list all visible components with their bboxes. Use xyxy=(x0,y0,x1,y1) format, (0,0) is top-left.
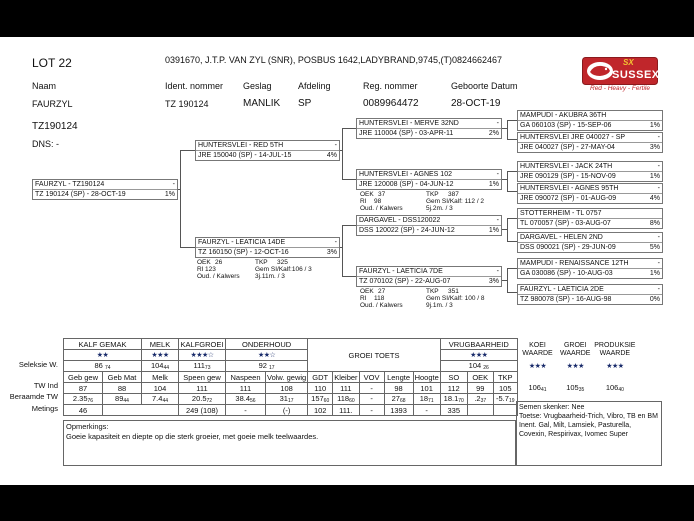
pedigree-sire-dam: HUNTERSVLEI - AGNES 102 - JRE 120008 (SP) - 04-JUN-12 1% xyxy=(356,169,502,190)
metings-cell: 102 xyxy=(308,405,333,416)
semen-donor: Semen skenker: Nee xyxy=(519,404,585,411)
metings-cell: (-) xyxy=(266,405,308,416)
sel-onderhoud: 92 $_{17}$ xyxy=(226,361,308,372)
btw-cell: $2.35_{76}$ xyxy=(64,394,103,405)
pedigree-sire: HUNTERSVLEI - RED 5TH - JRE 150040 (SP) - 14-JUL-15 4% xyxy=(195,140,340,161)
col-header: TKP xyxy=(493,372,517,383)
btw-cell: $89_{44}$ xyxy=(103,394,142,405)
tw-waarde-cell: $105_{35}$ xyxy=(566,383,585,393)
col-header: Melk xyxy=(142,372,179,383)
pedigree-gg2: HUNTERSVLEI JRE 040027 - SP - JRE 040027 (SP) - 27-MAY-04 3% xyxy=(517,132,663,153)
pedigree-gg8: FAURZYL - LAETICIA 2DE - TZ 980078 (SP) - 16-AUG-98 0% xyxy=(517,284,663,305)
tw-cell: 99 xyxy=(467,383,493,394)
btw-cell: $7.4_{44}$ xyxy=(142,394,179,405)
vaccinations: Inent. Gal, Milt, Lamsiek, Pasturella, Covexin, Respirivax, Ivomec Super xyxy=(519,422,632,438)
btw-cell: $18.1_{70}$ xyxy=(440,394,467,405)
col-header: Hoogte xyxy=(414,372,439,382)
tests: Toetse: Vrugbaarheid-Trich, Vibro, TB en BM xyxy=(519,413,658,420)
header-ident: Ident. nommer xyxy=(165,81,224,91)
col-header: VOV xyxy=(359,372,384,383)
pedigree-gg6: DARGAVEL - HELEN 2ND - DSS 090021 (SP) - 29-JUN-09 5% xyxy=(517,232,663,253)
label-selection: Seleksie W. xyxy=(18,360,58,369)
col-header: Geb Mat xyxy=(103,372,142,383)
metings-cell xyxy=(493,405,517,416)
tw-cell: 111 xyxy=(179,383,226,394)
sel-melk: $104_{44}$ xyxy=(142,361,179,372)
tw-cell: 111 xyxy=(333,383,359,394)
animal-dob: 28-OCT-19 xyxy=(451,98,501,109)
tw-cell: 104 xyxy=(142,383,179,394)
metings-cell: 335 xyxy=(440,405,467,416)
stars-prod: ★★★ xyxy=(606,363,624,370)
stars-kalfgroei: ★★★☆ xyxy=(179,350,226,361)
tw-cell: 101 xyxy=(413,383,440,394)
tw-cell: 105 xyxy=(493,383,517,394)
header-sex: Geslag xyxy=(243,81,272,91)
btw-cell: $.2_{37}$ xyxy=(467,394,493,405)
tw-cell: 88 xyxy=(103,383,142,394)
group-koei: KOEI WAARDE xyxy=(522,341,553,357)
dam-extra: OEK 26 TKP 325 RI 123 Gem SI/Kalf:106 / 3 Oud. / Kalwers 3j.11m. / 3 xyxy=(197,259,312,280)
tw-waarde-cell: $106_{41}$ xyxy=(528,383,547,393)
row-tw xyxy=(64,383,637,394)
tw-cell: 98 xyxy=(384,383,413,394)
pedigree-gg5: STOTTERHEIM - TL 0757 TL 070057 (SP) - 03-AUG-07 8% xyxy=(517,208,663,229)
header-name: Naam xyxy=(32,81,57,91)
metings-cell xyxy=(103,405,179,416)
col-header: OEK xyxy=(467,372,493,383)
col-header: Speen gew xyxy=(179,372,226,383)
col-header: Kleiber xyxy=(334,372,358,382)
breeder-info: 0391670, J.T.P. VAN ZYL (SNR), POSBUS 1642,LADYBRAND,9745,(T)0824662467 xyxy=(165,55,503,65)
tw-cell: 110 xyxy=(308,383,333,394)
btw-cell: $18_{71}$ xyxy=(413,394,440,405)
pedigree-gg4: HUNTERSVLEI - AGNES 95TH - JRE 090072 (SP) - 01-AUG-09 4% xyxy=(517,183,663,204)
btw-cell: - xyxy=(359,394,384,405)
logo-mark: SX xyxy=(623,58,634,67)
logo-brand: SUSSEX xyxy=(612,69,660,81)
animal-tz: TZ190124 xyxy=(32,121,78,132)
group-groeiw: GROEI WAARDE xyxy=(560,341,591,357)
col-header: SO xyxy=(440,372,467,383)
metings-cell xyxy=(467,405,493,416)
animal-ident: TZ 190124 xyxy=(165,99,209,109)
header-reg: Reg. nommer xyxy=(363,81,418,91)
pedigree-sire-sire: HUNTERSVLEI - MERVE 32ND - JRE 110004 (SP) - 03-APR-11 2% xyxy=(356,118,502,139)
btw-cell: $31_{17}$ xyxy=(266,394,308,405)
label-metings: Metings xyxy=(31,404,58,413)
group-vrug: VRUGBAARHEID xyxy=(440,339,517,350)
pedigree-dam-sire: DARGAVEL - DSS120022 - DSS 120022 (SP) - 24-JUN-12 1% xyxy=(356,215,502,236)
stars-kalf: ★★ xyxy=(64,350,142,361)
stars-onderhoud: ★★☆ xyxy=(226,350,308,361)
label-tw: TW Ind xyxy=(33,381,58,390)
metings-cell: 111. xyxy=(333,405,359,416)
col-header: Geb gew xyxy=(64,372,103,383)
dam-dam-extra: OEK 27 TKP 351 RI 118 Gem SI/Kalf: 100 / 8 Oud. / Kalwers 9j.1m. / 3 xyxy=(360,288,485,309)
stars-vrug: ★★★ xyxy=(440,350,517,361)
col-header: Lengte xyxy=(384,372,413,383)
lot-number: LOT 22 xyxy=(32,56,72,70)
pedigree-gg1: MAMPUDI - AKUBRA 36TH GA 060103 (SP) - 15-SEP-06 1% xyxy=(517,110,663,131)
animal-sex: MANLIK xyxy=(243,98,281,109)
col-header: Volw. gewig xyxy=(267,372,307,382)
sire-dam-extra: OEK 37 TKP 387 RI 98 Gem SI/Kalf: 112 / 2 Oud. / Kalwers 5j.2m. / 3 xyxy=(360,191,485,212)
stars-groeiw: ★★★ xyxy=(566,363,584,370)
col-header: Naspeen xyxy=(226,372,266,383)
animal-dns: DNS: - xyxy=(32,139,59,149)
btw-cell: $118_{60}$ xyxy=(333,394,359,405)
stars-koei: ★★★ xyxy=(528,363,547,370)
col-header: GDT xyxy=(308,372,333,383)
btw-cell: $27_{68}$ xyxy=(384,394,413,405)
pedigree-self: FAURZYL - TZ190124 - TZ 190124 (SP) - 28-OCT-19 1% xyxy=(32,179,178,200)
btw-cell: $157_{60}$ xyxy=(308,394,333,405)
group-onderhoud: ONDERHOUD xyxy=(226,339,308,350)
notes-text: Goeie kapasiteit en diepte op die sterk groeier, met goeie melk teelwaardes. xyxy=(66,432,319,441)
tw-cell: 111 xyxy=(226,383,266,394)
logo-tagline: Red - Heavy - Fertile xyxy=(590,85,650,92)
pedigree-dam-dam: FAURZYL - LAETICIA 7DE - TZ 070102 (SP) - 22-AUG-07 3% xyxy=(356,266,502,287)
header-dob: Geboorte Datum xyxy=(451,81,518,91)
metings-cell: - xyxy=(413,405,440,416)
sel-vrug: 104 $_{26}$ xyxy=(440,361,517,372)
sussex-logo xyxy=(582,57,658,97)
tw-cell: 87 xyxy=(64,383,103,394)
metings-cell: 46 xyxy=(64,405,103,416)
btw-cell: $38.4_{56}$ xyxy=(226,394,266,405)
sel-kalf: 86 $_{74}$ xyxy=(64,361,142,372)
animal-reg: 0089964472 xyxy=(363,98,419,109)
tw-cell: 112 xyxy=(440,383,467,394)
tw-cell: 108 xyxy=(266,383,308,394)
pedigree-gg7: MAMPUDI - RENAISSANCE 12TH - GA 030086 (SP) - 10-AUG-03 1% xyxy=(517,258,663,279)
group-melk: MELK xyxy=(142,339,179,350)
notes-box xyxy=(63,420,516,466)
lot-sheet xyxy=(0,37,694,485)
group-prod: PRODUKSIE WAARDE xyxy=(594,341,636,357)
metings-cell: 1393 xyxy=(384,405,413,416)
tw-waarde-cell: $106_{40}$ xyxy=(605,383,624,393)
stars-melk: ★★★ xyxy=(142,350,179,361)
pedigree-gg3: HUNTERSVLEI - JACK 24TH - JRE 090129 (SP) - 15-NOV-09 1% xyxy=(517,161,663,182)
animal-name: FAURZYL xyxy=(32,99,73,109)
metings-cell: - xyxy=(359,405,384,416)
row-column-headers xyxy=(64,372,637,383)
pedigree-dam: FAURZYL - LEATICIA 14DE - TZ 160150 (SP) - 12-OCT-16 3% xyxy=(195,237,340,258)
animal-section: SP xyxy=(298,98,312,109)
metings-cell: 249 (108) xyxy=(179,405,226,416)
side-info xyxy=(516,401,662,466)
notes-title: Opmerkings: xyxy=(66,422,109,431)
header-section: Afdeling xyxy=(298,81,331,91)
tw-cell: - xyxy=(359,383,384,394)
label-btw: Beraamde TW xyxy=(9,392,58,401)
group-kalf: KALF GEMAK xyxy=(64,339,142,350)
group-groei: GROEI TOETS xyxy=(308,339,441,372)
metings-cell: - xyxy=(226,405,266,416)
group-kalfgroei: KALFGROEI xyxy=(179,339,226,350)
btw-cell: $-5.7_{19}$ xyxy=(493,394,517,405)
sel-kalfgroei: $111_{73}$ xyxy=(179,361,226,372)
btw-cell: $20.5_{72}$ xyxy=(179,394,226,405)
